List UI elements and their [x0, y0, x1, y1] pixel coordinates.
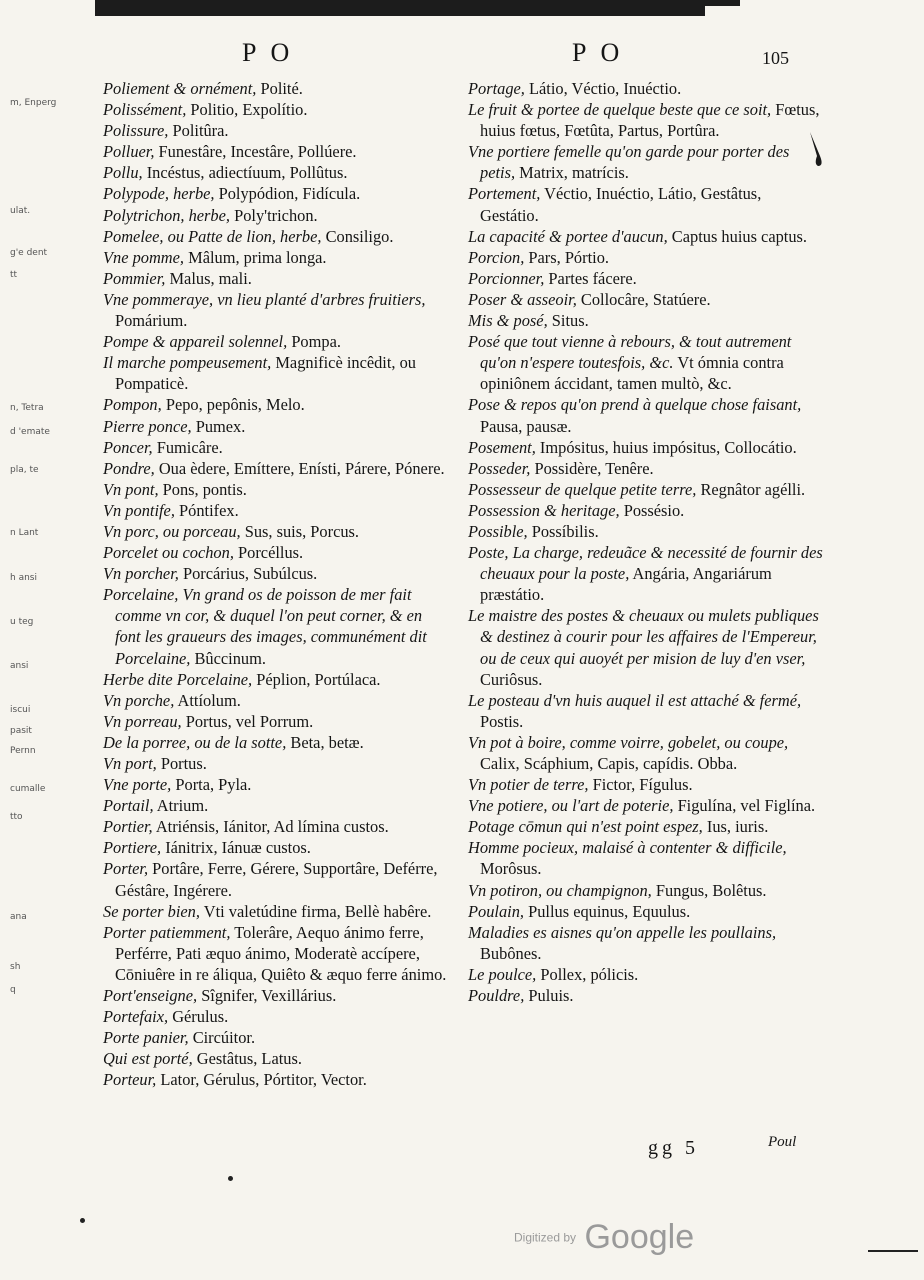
dictionary-entry	[103, 542, 448, 563]
dictionary-entry	[468, 78, 823, 99]
dictionary-entry	[468, 226, 823, 247]
dictionary-entry	[103, 669, 448, 690]
entry-definition: Malus, mali.	[165, 268, 252, 288]
entry-definition: Mâlum, prima longa.	[184, 247, 327, 267]
entry-definition: Matrix, matrícis.	[515, 163, 629, 183]
dictionary-entry	[103, 1027, 448, 1048]
entry-headword: Vne pomme,	[103, 247, 185, 267]
dictionary-entry	[103, 99, 448, 120]
entry-headword: Porter patiemment,	[103, 922, 231, 942]
entry-headword: Polypode, herbe,	[103, 184, 215, 204]
entry-headword: Portiere,	[103, 838, 162, 858]
entry-headword: Vne porte,	[103, 775, 172, 795]
entry-headword: Poncer,	[103, 437, 153, 457]
dictionary-entry	[468, 922, 823, 964]
margin-note: d 'emate	[10, 427, 50, 437]
entry-definition: Possíbilis.	[527, 521, 599, 541]
entry-definition: Polypódion, Fidícula.	[214, 184, 361, 204]
margin-note: iscui	[10, 705, 31, 715]
dictionary-entry	[103, 183, 448, 204]
entry-headword: Vn pot à boire, comme voirre, gobelet, ou coupe,	[468, 732, 789, 752]
dictionary-entry	[103, 141, 448, 162]
entry-definition: Circúitor.	[188, 1028, 256, 1048]
entry-headword: Vne potiere, ou l'art de poterie,	[468, 796, 674, 816]
scan-edge-line	[868, 1250, 918, 1252]
dictionary-entry	[468, 331, 823, 394]
page-number: 105	[762, 48, 789, 68]
entry-definition: Funestâre, Incestâre, Pollúere.	[154, 142, 357, 162]
dictionary-entry	[103, 458, 448, 479]
right-running-head: PO	[572, 38, 634, 67]
entry-headword: Posé que tout vienne à rebours, & tout autrement qu'on n'espere toutesfois, &c.	[468, 332, 792, 373]
dictionary-entry	[468, 901, 823, 922]
entry-definition: Impósitus, huius impósitus, Collocátio.	[535, 437, 797, 457]
dictionary-entry	[103, 162, 448, 183]
entry-definition: Angária, Angariárum præstátio.	[480, 564, 772, 605]
dictionary-entry	[468, 268, 823, 289]
entry-definition: Porcéllus.	[233, 543, 304, 563]
entry-headword: Porteur,	[103, 1070, 157, 1090]
dictionary-entry	[103, 268, 448, 289]
entry-definition: Gérulus.	[168, 1007, 229, 1027]
entry-definition: Pars, Pórtio.	[524, 247, 609, 267]
dictionary-entry	[103, 690, 448, 711]
entry-headword: Porcionner,	[468, 268, 545, 288]
dictionary-entry	[103, 816, 448, 837]
entry-definition: Poly'trichon.	[230, 205, 318, 225]
entry-headword: Possession & heritage,	[468, 500, 620, 520]
dictionary-entry	[468, 247, 823, 268]
dictionary-entry	[103, 247, 448, 268]
dictionary-entry	[103, 120, 448, 141]
entry-definition: Collocâre, Statúere.	[576, 289, 711, 309]
entry-headword: Vn potier de terre,	[468, 775, 589, 795]
entry-definition: Pomárium.	[115, 311, 188, 331]
scan-top-bar-edge	[700, 0, 740, 6]
entry-definition: Consiligo.	[321, 226, 394, 246]
entry-headword: Polissément,	[103, 100, 187, 120]
dictionary-entry	[103, 416, 448, 437]
entry-definition: Pepo, pepônis, Melo.	[161, 395, 305, 415]
entry-definition: Pullus equinus, Equulus.	[524, 901, 691, 921]
entry-definition: Pons, pontis.	[158, 479, 247, 499]
margin-note: m, Enperg	[10, 98, 57, 108]
entry-headword: Vn porche,	[103, 690, 175, 710]
entry-definition: Beta, betæ.	[286, 732, 364, 752]
entry-headword: Vn porc, ou porceau,	[103, 521, 241, 541]
entry-headword: Possible,	[468, 521, 528, 541]
entry-headword: Polytrichon, herbe,	[103, 205, 230, 225]
entry-definition: Látio, Véctio, Inuéctio.	[524, 79, 682, 98]
dictionary-entry	[468, 479, 823, 500]
entry-definition: Regnâtor agélli.	[696, 479, 806, 499]
entry-headword: Portier,	[103, 817, 153, 837]
dictionary-entry	[468, 289, 823, 310]
dictionary-entry	[103, 732, 448, 753]
margin-note: n Lant	[10, 528, 39, 538]
dictionary-entry	[103, 837, 448, 858]
dictionary-entry	[103, 394, 448, 415]
entry-headword: Poulain,	[468, 901, 524, 921]
entry-definition: Morôsus.	[480, 859, 542, 879]
dictionary-entry	[103, 479, 448, 500]
entry-headword: Polluer,	[103, 142, 155, 162]
entry-headword: Portement,	[468, 184, 541, 204]
entry-headword: Homme pocieux, malaisé à contenter & difficile,	[468, 838, 787, 858]
dictionary-entry	[103, 985, 448, 1006]
dictionary-entry	[103, 1048, 448, 1069]
dictionary-entry	[468, 542, 823, 605]
entry-definition: Situs.	[547, 311, 589, 331]
entry-definition: Porcárius, Subúlcus.	[178, 564, 318, 584]
entry-headword: Porte panier,	[103, 1028, 189, 1048]
entry-definition: Puluis.	[524, 986, 574, 1006]
entry-definition: Figulína, vel Figlína.	[673, 796, 816, 816]
entry-headword: Poliement & ornément,	[103, 79, 257, 98]
entry-definition: Possidère, Tenêre.	[530, 458, 654, 478]
dictionary-entry	[103, 753, 448, 774]
watermark-prefix: Digitized by	[514, 1230, 577, 1245]
dictionary-entry	[103, 331, 448, 352]
dictionary-entry	[103, 205, 448, 226]
entry-headword: Port'enseigne,	[103, 986, 198, 1006]
ink-dot	[80, 1218, 85, 1223]
entry-headword: Porcion,	[468, 247, 525, 267]
scan-top-bar	[95, 0, 705, 16]
dictionary-entry	[468, 732, 823, 774]
dictionary-entry	[468, 605, 823, 689]
entry-definition: Portus.	[156, 754, 207, 773]
entry-headword: Pierre ponce,	[103, 416, 192, 436]
entry-headword: Poser & asseoir,	[468, 289, 577, 309]
dictionary-entry	[468, 394, 823, 436]
margin-note: h ansi	[10, 573, 37, 583]
entry-headword: Posement,	[468, 437, 536, 457]
entry-definition: Incéstus, adiectíuum, Pollûtus.	[142, 163, 348, 183]
margin-note: u teg	[10, 617, 34, 627]
entry-headword: Le fruit & portee de quelque beste que ce soit,	[468, 100, 772, 120]
entry-definition: Curiôsus.	[480, 669, 543, 689]
dictionary-entry	[468, 183, 823, 225]
dictionary-entry	[103, 1006, 448, 1027]
entry-definition: Ius, iuris.	[702, 817, 769, 837]
margin-note: n, Tetra	[10, 403, 44, 413]
dictionary-entry	[468, 141, 823, 183]
entry-headword: Mis & posé,	[468, 311, 548, 331]
entry-headword: Porter,	[103, 859, 149, 879]
margin-note: tto	[10, 812, 23, 822]
entry-definition: Postis.	[480, 711, 524, 731]
entry-definition: Pausa, pausæ.	[480, 416, 572, 436]
entry-definition: Sus, suis, Porcus.	[240, 521, 360, 541]
entry-definition: Politio, Expolítio.	[186, 100, 308, 120]
entry-headword: La capacité & portee d'aucun,	[468, 226, 668, 246]
entry-definition: Pumex.	[191, 416, 246, 436]
entry-headword: Porcelaine, Vn grand os de poisson de mer fait comme vn cor, & duquel l'on peut corner, & en font les graueurs des images, communément dit Porcelaine,	[103, 585, 427, 668]
entry-headword: Polissure,	[103, 121, 169, 141]
entry-headword: Pouldre,	[468, 986, 525, 1006]
dictionary-entry	[103, 858, 448, 900]
entry-headword: Le poulce,	[468, 964, 537, 984]
entry-definition: Vti valetúdine firma, Bellè habêre.	[199, 901, 432, 921]
entry-headword: Herbe dite Porcelaine,	[103, 669, 253, 689]
entry-headword: Vn pont,	[103, 479, 159, 499]
margin-note: g'e dent	[10, 248, 48, 258]
entry-definition: Calix, Scáphium, Capis, capídis. Obba.	[480, 754, 738, 773]
dictionary-entry	[468, 310, 823, 331]
entry-headword: Vne portiere femelle qu'on garde pour porter des petis,	[468, 142, 790, 183]
dictionary-entry	[103, 774, 448, 795]
entry-headword: Pose & repos qu'on prend à quelque chose faisant,	[468, 395, 802, 415]
entry-definition: Portus, vel Porrum.	[181, 711, 314, 731]
entry-definition: Péplion, Portúlaca.	[252, 669, 381, 689]
entry-definition: Tolerâre, Aequo ánimo ferre, Perférre, Pati æquo ánimo, Moderatè accípere, Cōniuêre in re áliqua, Quiêto & æquo ferre ánimo.	[115, 922, 447, 984]
entry-definition: Fœtus, huius fœtus, Fœtûta, Partus, Portûra.	[480, 100, 820, 141]
dictionary-entry	[103, 795, 448, 816]
entry-headword: Portefaix,	[103, 1007, 169, 1027]
entry-headword: Pompon,	[103, 395, 162, 415]
entry-definition: Bubônes.	[480, 943, 542, 963]
entry-definition: Fumicâre.	[152, 437, 223, 457]
entry-definition: Pompa.	[287, 332, 341, 352]
left-column	[103, 78, 448, 1091]
entry-headword: Vne pommeraye, vn lieu planté d'arbres fruitiers,	[103, 289, 426, 309]
dictionary-entry	[468, 437, 823, 458]
google-logo: Google	[584, 1218, 695, 1256]
dictionary-entry	[103, 711, 448, 732]
entry-headword: De la porree, ou de la sotte,	[103, 732, 287, 752]
margin-note: tt	[10, 270, 18, 280]
margin-note: pasit	[10, 726, 32, 736]
entry-headword: Portail,	[103, 796, 154, 816]
left-running-head: PO	[242, 38, 304, 67]
entry-definition: Atrium.	[153, 796, 209, 816]
margin-note: Pernn	[10, 746, 36, 756]
entry-headword: Pollu,	[103, 163, 143, 183]
entry-definition: Lator, Gérulus, Pórtitor, Vector.	[156, 1070, 367, 1090]
entry-headword: Se porter bien,	[103, 901, 200, 921]
entry-headword: Porcelet ou cochon,	[103, 543, 234, 563]
entry-headword: Vn porcher,	[103, 564, 179, 584]
entry-definition: Fungus, Bolêtus.	[651, 880, 767, 900]
entry-headword: Posseder,	[468, 458, 531, 478]
entry-headword: Poste, La charge, redeuãce & necessité de fournir des cheuaux pour la poste,	[468, 543, 823, 584]
entry-headword: Vn pontife,	[103, 500, 175, 520]
margin-note: sh	[10, 962, 21, 972]
dictionary-entry	[468, 795, 823, 816]
entry-definition: Attíolum.	[174, 690, 241, 710]
entry-headword: Possesseur de quelque petite terre,	[468, 479, 697, 499]
dictionary-entry	[103, 563, 448, 584]
margin-note: ulat.	[10, 206, 31, 216]
entry-headword: Pompe & appareil solennel,	[103, 332, 288, 352]
entry-definition: Vt ómnia contra opiniônem áccidant, tamen multò, &c.	[480, 353, 784, 394]
dictionary-entry	[468, 985, 823, 1006]
dictionary-entry	[103, 500, 448, 521]
entry-definition: Póntifex.	[174, 500, 239, 520]
entry-headword: Le maistre des postes & cheuaux ou mulets publiques & destinez à courir pour les affaires de l'Empereur, ou de ceux qui auoyét per mision de luy d'en vser,	[468, 606, 819, 668]
dictionary-entry	[468, 458, 823, 479]
entry-headword: Potage cōmun qui n'est point espez,	[468, 817, 703, 837]
entry-definition: Pollex, pólicis.	[536, 964, 639, 984]
dictionary-entry	[103, 226, 448, 247]
margin-note: q	[10, 985, 16, 995]
margin-note: ana	[10, 912, 27, 922]
dictionary-entry	[103, 289, 448, 331]
dictionary-entry	[468, 880, 823, 901]
entry-definition: Porta, Pyla.	[171, 775, 252, 795]
right-column	[468, 78, 823, 1006]
margin-note: ansi	[10, 661, 29, 671]
entry-headword: Le posteau d'vn huis auquel il est attaché & fermé,	[468, 690, 802, 710]
dictionary-entry	[468, 99, 823, 141]
dictionary-entry	[103, 437, 448, 458]
margin-note: pla, te	[10, 465, 39, 475]
entry-definition: Captus huius captus.	[667, 226, 808, 246]
dictionary-entry	[468, 500, 823, 521]
dictionary-entry	[103, 922, 448, 985]
dictionary-entry	[468, 837, 823, 879]
entry-definition: Magnificè incêdit, ou Pompaticè.	[115, 353, 417, 394]
dictionary-entry	[468, 816, 823, 837]
dictionary-entry	[468, 964, 823, 985]
dictionary-entry	[103, 78, 448, 99]
entry-headword: Vn potiron, ou champignon,	[468, 880, 652, 900]
entry-definition: Véctio, Inuéctio, Látio, Gestâtus, Gestátio.	[480, 184, 762, 225]
dictionary-entry	[468, 690, 823, 732]
entry-definition: Atriénsis, Iánitor, Ad límina custos.	[152, 817, 389, 837]
dictionary-entry	[468, 521, 823, 542]
entry-headword: Il marche pompeusement,	[103, 353, 272, 373]
entry-definition: Gestâtus, Latus.	[192, 1049, 302, 1069]
entry-headword: Pondre,	[103, 458, 155, 478]
margin-note: cumalle	[10, 784, 46, 794]
signature-mark: gg 5	[648, 1137, 699, 1159]
dictionary-entry	[103, 521, 448, 542]
digitized-watermark	[514, 1218, 694, 1257]
ink-blot-mark	[808, 130, 828, 168]
entry-definition: Portâre, Ferre, Gérere, Supportâre, Deférre, Géstâre, Ingérere.	[115, 859, 438, 900]
entry-headword: Pommier,	[103, 268, 166, 288]
entry-definition: Iánitrix, Iánuæ custos.	[161, 838, 311, 858]
dictionary-entry	[103, 901, 448, 922]
dictionary-entry	[103, 584, 448, 668]
entry-headword: Maladies es aisnes qu'on appelle les poullains,	[468, 922, 777, 942]
entry-definition: Politûra.	[168, 121, 229, 141]
entry-definition: Sîgnifer, Vexillárius.	[197, 986, 337, 1006]
entry-definition: Partes fácere.	[544, 268, 637, 288]
dictionary-entry	[468, 774, 823, 795]
entry-definition: Oua èdere, Emíttere, Enísti, Párere, Pónere.	[154, 458, 445, 478]
entry-headword: Pomelee, ou Patte de lion, herbe,	[103, 226, 322, 246]
entry-headword: Vn porreau,	[103, 711, 182, 731]
entry-definition: Possésio.	[619, 500, 685, 520]
entry-headword: Vn port,	[103, 754, 157, 773]
dictionary-entry	[103, 1069, 448, 1090]
dictionary-entry	[103, 352, 448, 394]
ink-dot	[228, 1176, 233, 1181]
entry-definition: Polité.	[256, 79, 303, 98]
catchword: Poul	[768, 1134, 797, 1150]
entry-headword: Qui est porté,	[103, 1049, 193, 1069]
entry-definition: Fictor, Fígulus.	[588, 775, 693, 795]
entry-headword: Portage,	[468, 79, 525, 98]
entry-definition: Bûccinum.	[190, 648, 266, 668]
